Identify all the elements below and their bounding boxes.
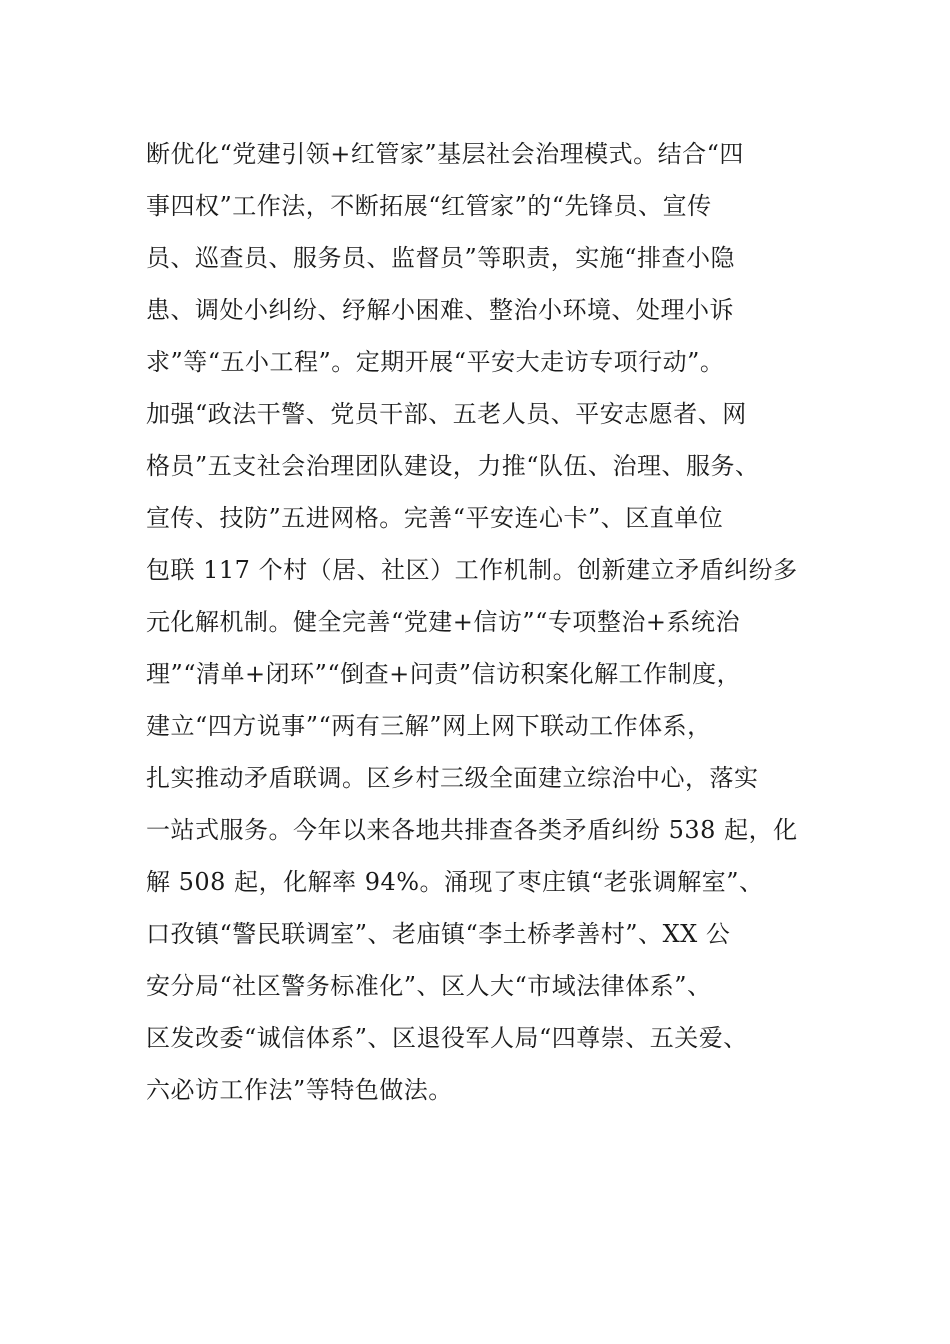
paragraph-line: 元化解机制。健全完善“党建+信访”“专项整治+系统治 <box>146 608 741 636</box>
paragraph-line: 事四权”工作法，不断拓展“红管家”的“先锋员、宣传 <box>146 192 712 220</box>
paragraph-line: 安分局“社区警务标准化”、区人大“市域法律体系”、 <box>146 972 712 1000</box>
paragraph-line: 加强“政法干警、党员干部、五老人员、平安志愿者、网 <box>146 400 747 428</box>
paragraph-line: 解 508 起，化解率 94%。涌现了枣庄镇“老张调解室”、 <box>146 868 764 896</box>
paragraph-line: 扎实推动矛盾联调。区乡村三级全面建立综治中心，落实 <box>146 764 759 792</box>
paragraph-line: 格员”五支社会治理团队建设，力推“队伍、治理、服务、 <box>146 452 760 480</box>
paragraph-line: 区发改委“诚信体系”、区退役军人局“四尊崇、五关爱、 <box>146 1024 748 1052</box>
paragraph-line: 宣传、技防”五进网格。完善“平安连心卡”、区直单位 <box>146 504 724 532</box>
paragraph-line: 口孜镇“警民联调室”、老庙镇“李土桥孝善村”、XX 公 <box>146 920 731 948</box>
paragraph-line: 求”等“五小工程”。定期开展“平安大走访专项行动”。 <box>146 348 725 376</box>
paragraph-line: 断优化“党建引领+红管家”基层社会治理模式。结合“四 <box>146 140 744 168</box>
paragraph-line: 建立“四方说事”“两有三解”网上网下联动工作体系， <box>146 712 712 740</box>
body-paragraph <box>146 128 826 1116</box>
paragraph-line: 患、调处小纠纷、纾解小困难、整治小环境、处理小诉 <box>146 296 734 324</box>
paragraph-line: 六必访工作法”等特色做法。 <box>146 1076 453 1104</box>
paragraph-line: 员、巡查员、服务员、监督员”等职责，实施“排查小隐 <box>146 244 736 272</box>
paragraph-line: 一站式服务。今年以来各地共排查各类矛盾纠纷 538 起，化 <box>146 816 798 844</box>
paragraph-line: 理”“清单+闭环”“倒查+问责”信访积案化解工作制度， <box>146 660 742 688</box>
paragraph-line: 包联 117 个村（居、社区）工作机制。创新建立矛盾纠纷多 <box>146 556 798 584</box>
